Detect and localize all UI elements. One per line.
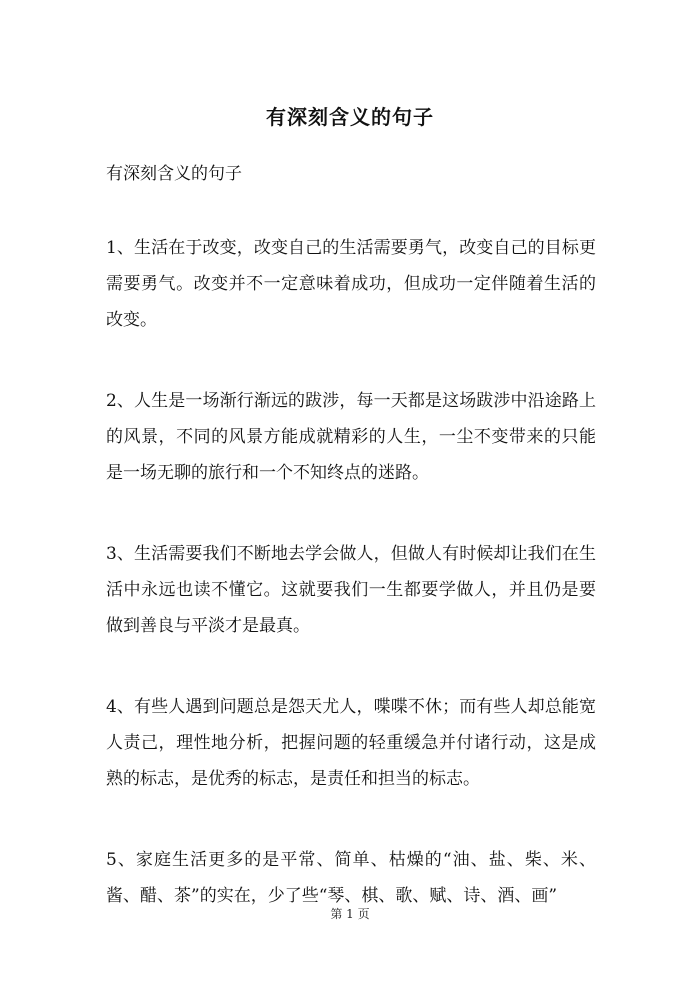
paragraph-5: 5、家庭生活更多的是平常、简单、枯燥的“油、盐、柴、米、酱、醋、茶”的实在，少了些“琴、棋、歌、赋、诗、酒、画” bbox=[106, 850, 596, 906]
document-subtitle: 有深刻含义的句子 bbox=[106, 164, 242, 184]
page-number: 第 1 页 bbox=[330, 907, 370, 921]
paragraph-4: 4、有些人遇到问题总是怨天尤人，喋喋不休；而有些人却总能宽人责己，理性地分析，把握问题的轻重缓急并付诸行动，这是成熟的标志，是优秀的标志，是责任和担当的标志。 bbox=[106, 697, 596, 789]
paragraph-1: 1、生活在于改变，改变自己的生活需要勇气，改变自己的目标更需要勇气。改变并不一定意味着成功，但成功一定伴随着生活的改变。 bbox=[106, 238, 596, 330]
document-title: 有深刻含义的句子 bbox=[266, 105, 434, 129]
paragraph-2: 2、人生是一场渐行渐远的跋涉，每一天都是这场跋涉中沿途路上的风景，不同的风景方能成就精彩的人生，一尘不变带来的只能是一场无聊的旅行和一个不知终点的迷路。 bbox=[106, 391, 596, 483]
paragraph-3: 3、生活需要我们不断地去学会做人，但做人有时候却让我们在生活中永远也读不懂它。这就要我们一生都要学做人，并且仍是要做到善良与平淡才是最真。 bbox=[106, 544, 596, 636]
document-body bbox=[106, 158, 596, 914]
